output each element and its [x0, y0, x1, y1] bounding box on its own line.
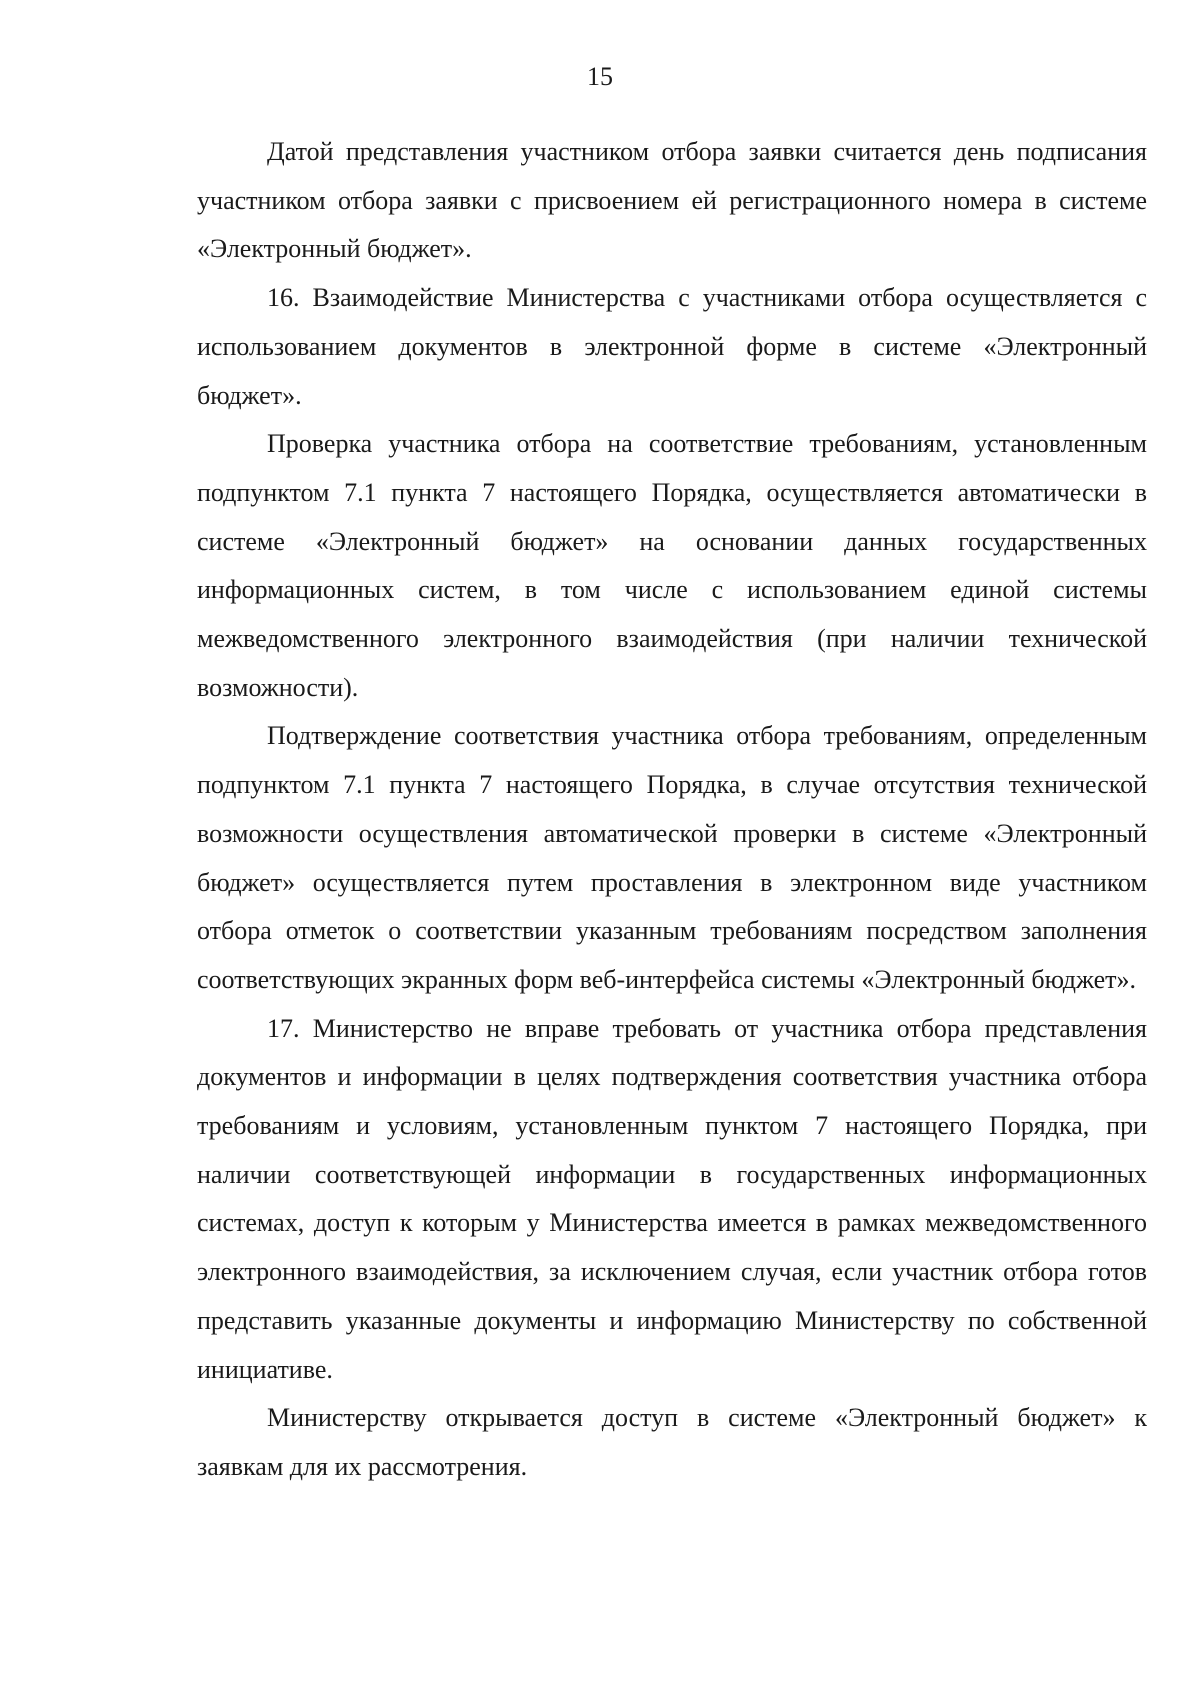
document-body — [197, 128, 1147, 1492]
paragraph-compliance-confirmation: Подтверждение соответствия участника отбора требованиям, определенным подпунктом 7.1 пункта 7 настоящего Порядка, в случае отсутствия технической возможности осуществления автоматической проверки в системе «Электронный бюджет» осуществляется путем проставления в электронном виде участником отбора отметок о соответствии указанным требованиям посредством заполнения соответствующих экранных форм веб-интерфейса системы «Электронный бюджет». — [197, 721, 1147, 994]
paragraph-17-ministry-restriction: 17. Министерство не вправе требовать от участника отбора представления документов и информации в целях подтверждения соответствия участника отбора требованиям и условиям, установленным пунктом 7 настоящего Порядка, при наличии соответствующей информации в государственных информационных системах, доступ к которым у Министерства имеется в рамках межведомственного электронного взаимодействия, за исключением случая, если участник отбора готов представить указанные документы и информацию Министерству по собственной инициативе. — [197, 1013, 1147, 1384]
paragraph-participant-check: Проверка участника отбора на соответствие требованиям, установленным подпунктом 7.1 пункта 7 настоящего Порядка, осуществляется автоматически в системе «Электронный бюджет» на основании данных государственных информационных систем, в том числе с использованием единой системы межведомственного электронного взаимодействия (при наличии технической возможности). — [197, 429, 1147, 702]
paragraph-submission-date: Датой представления участником отбора заявки считается день подписания участником отбора заявки с присвоением ей регистрационного номера в системе «Электронный бюджет». — [197, 137, 1147, 264]
page-number: 15 — [587, 62, 613, 91]
paragraph-ministry-access: Министерству открывается доступ в системе «Электронный бюджет» к заявкам для их рассмотрения. — [197, 1403, 1147, 1481]
paragraph-16-interaction: 16. Взаимодействие Министерства с участниками отбора осуществляется с использованием документов в электронной форме в системе «Электронный бюджет». — [197, 283, 1147, 410]
